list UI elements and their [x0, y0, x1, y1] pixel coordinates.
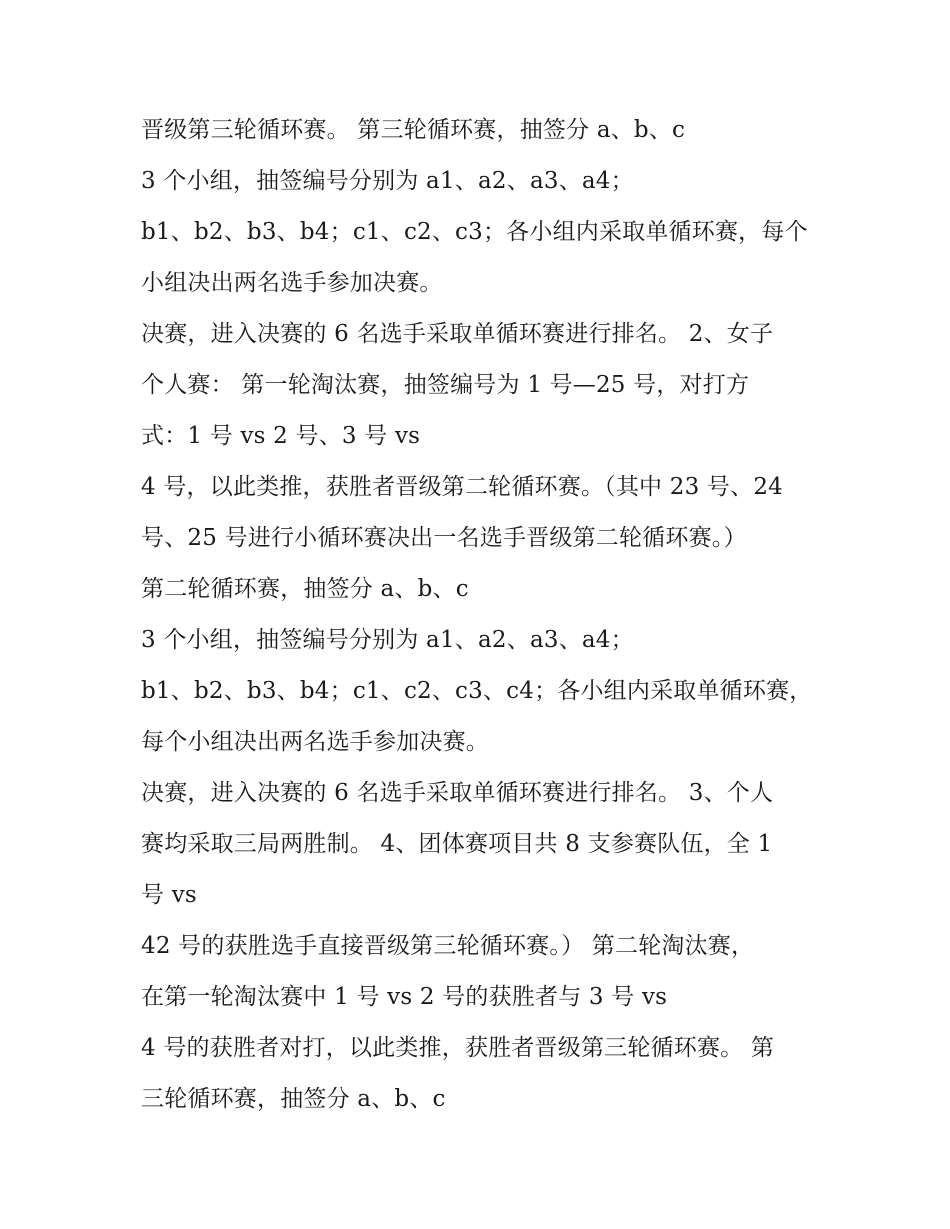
- text-line-11: 3 个小组，抽签编号分别为 a1、a2、a3、a4；: [141, 627, 634, 653]
- text-line-13: 每个小组决出两名选手参加决赛。: [141, 729, 489, 755]
- text-line-4: 小组决出两名选手参加决赛。: [141, 270, 443, 296]
- text-line-5: 决赛，进入决赛的 6 名选手采取单循环赛进行排名。 2、女子: [141, 321, 774, 347]
- text-line-7: 式：1 号 vs 2 号、3 号 vs: [141, 423, 421, 449]
- text-line-12: b1、b2、b3、b4；c1、c2、c3、c4；各小组内采取单循环赛，: [141, 678, 813, 704]
- text-line-1: 晋级第三轮循环赛。 第三轮循环赛，抽签分 a、b、c: [141, 117, 686, 143]
- text-line-3: b1、b2、b3、b4；c1、c2、c3；各小组内采取单循环赛，每个: [141, 219, 808, 245]
- text-line-14: 决赛，进入决赛的 6 名选手采取单循环赛进行排名。 3、个人: [141, 780, 774, 806]
- text-line-9: 号、25 号进行小循环赛决出一名选手晋级第二轮循环赛。）: [141, 525, 747, 551]
- text-line-16: 号 vs: [141, 882, 197, 908]
- text-line-17: 42 号的获胜选手直接晋级第三轮循环赛。） 第二轮淘汰赛，: [141, 933, 755, 959]
- text-line-18: 在第一轮淘汰赛中 1 号 vs 2 号的获胜者与 3 号 vs: [141, 984, 668, 1010]
- text-line-6: 个人赛： 第一轮淘汰赛，抽签编号为 1 号—25 号，对打方: [141, 372, 750, 398]
- text-line-10: 第二轮循环赛，抽签分 a、b、c: [141, 576, 469, 602]
- text-line-15: 赛均采取三局两胜制。 4、团体赛项目共 8 支参赛队伍，全 1: [141, 831, 773, 857]
- text-line-8: 4 号，以此类推，获胜者晋级第二轮循环赛。（其中 23 号、24: [141, 474, 783, 500]
- text-line-20: 三轮循环赛，抽签分 a、b、c: [141, 1086, 446, 1112]
- text-line-19: 4 号的获胜者对打，以此类推，获胜者晋级第三轮循环赛。 第: [141, 1035, 775, 1061]
- body-text: [141, 108, 821, 1128]
- text-line-2: 3 个小组，抽签编号分别为 a1、a2、a3、a4；: [141, 168, 634, 194]
